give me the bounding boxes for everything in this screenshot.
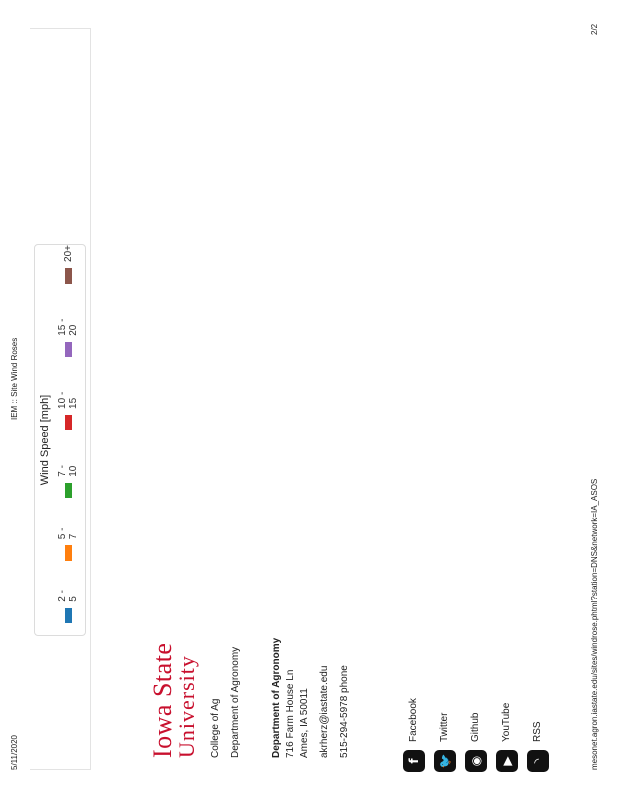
college-of-ag-link[interactable]: College of Ag xyxy=(210,698,221,758)
legend-item xyxy=(57,583,79,623)
legend-swatch xyxy=(65,608,72,623)
legend-label: 10 - 15 xyxy=(57,391,79,409)
social-label: Github xyxy=(470,712,481,742)
legend-item xyxy=(57,520,79,560)
department-name: Department of Agronomy xyxy=(271,637,282,758)
address-line-1: 716 Farm House Ln xyxy=(285,669,296,758)
print-page-number: 2/2 xyxy=(590,23,599,35)
rss-icon: ◝ xyxy=(527,750,549,772)
legend-swatch xyxy=(65,342,72,357)
social-label: Twitter xyxy=(439,712,450,742)
legend-swatch xyxy=(65,545,72,560)
legend-swatch xyxy=(65,268,72,284)
print-url: mesonet.agron.iastate.edu/sites/windrose.phtml?station=DNS&network=IA_ASOS xyxy=(590,478,599,770)
logo-line-2: University xyxy=(174,655,199,758)
github-icon: ◉ xyxy=(465,750,487,772)
legend-label: 7 - 10 xyxy=(57,465,79,477)
facebook-link[interactable] xyxy=(398,632,429,772)
legend-label: 15 - 20 xyxy=(57,318,79,336)
legend-item xyxy=(57,379,79,430)
twitter-icon: 🐦 xyxy=(434,750,456,772)
iowa-state-logo[interactable] xyxy=(150,643,198,758)
legend-label: 20+ xyxy=(62,245,74,262)
legend-label: 2 - 5 xyxy=(57,590,79,602)
social-label: YouTube xyxy=(501,702,512,742)
youtube-icon: ▶ xyxy=(496,750,518,772)
twitter-link[interactable] xyxy=(429,632,460,772)
facebook-icon: f xyxy=(403,750,425,772)
contact-phone: 515-294-5978 phone xyxy=(339,665,350,758)
department-of-agronomy-link[interactable]: Department of Agronomy xyxy=(230,646,241,758)
legend-items xyxy=(57,245,79,623)
legend-item xyxy=(57,452,79,498)
legend-swatch xyxy=(65,483,72,498)
github-link[interactable] xyxy=(460,632,491,772)
legend-item xyxy=(63,245,74,284)
legend-title: Wind Speed [mph] xyxy=(39,394,51,486)
wind-speed-legend xyxy=(34,244,86,636)
youtube-link[interactable] xyxy=(491,632,522,772)
address-line-2: Ames, IA 50011 xyxy=(299,688,310,758)
social-links xyxy=(398,632,553,772)
legend-swatch xyxy=(65,415,72,430)
print-title: IEM :: Site Wind Roses xyxy=(10,337,19,420)
logo-line-1: Iowa State xyxy=(148,642,177,758)
college-links xyxy=(206,647,246,758)
legend-label: 5 - 7 xyxy=(57,527,79,540)
social-label: RSS xyxy=(532,721,543,742)
print-date: 5/11/2020 xyxy=(10,735,19,770)
rss-link[interactable] xyxy=(522,632,553,772)
social-label: Facebook xyxy=(408,698,419,742)
department-contact xyxy=(270,638,352,758)
contact-email[interactable]: akrherz@iastate.edu xyxy=(319,665,330,758)
legend-item xyxy=(57,306,79,357)
